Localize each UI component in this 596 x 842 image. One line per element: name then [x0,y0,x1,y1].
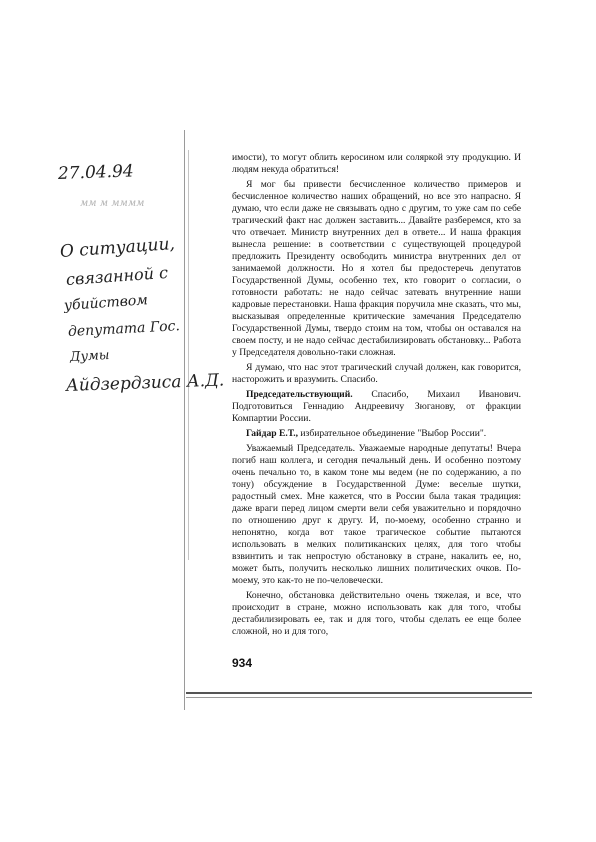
page-edge-line [184,130,185,710]
paragraph: Я думаю, что нас этот трагический случай должен, как говорится, насторожить и вразумить. Спасибо. [232,362,521,385]
handwritten-note-line: депутата Гос. [67,318,181,340]
paragraph [232,428,521,440]
speaker-name: Гайдар Е.Т., [246,428,299,439]
paragraph [232,389,521,425]
handwritten-note-line: Думы [69,347,110,365]
paragraph: имости), то могут облить керосином или соляркой эту продукцию. И людям некуда обратиться! [232,152,521,175]
handwritten-note-line: связанной с [65,262,169,289]
bottom-rule [186,692,532,694]
paragraph: Я мог бы привести бесчисленное количество примеров и бесчисленное количество наших обращений, но все это напрасно. Я думаю, что если даже не связывать одно с другим, то уже сам по себе трагический факт нас должен заставить... Давайте разберемся, кто за что отвечает. Министр внутренних дел в ответе... И наша фракция вынесла решение: в соответствии с существующей процедурой предложить Президенту освободить министра внутренних дел от занимаемой должности. Но я хотел бы предостеречь депутатов Государственной Думы, особенно тех, кто говорит о согласии, о готовности работать: не надо сейчас затевать внутренние наши кадровые перестановки. Наша фракция поручила мне сказать, что мы, высказывая определенные критические замечания Председателю Государственной Думы, твердо стоим на том, чтобы он оставался на своем посту, и не надо сейчас дестабилизировать обстановку... Работа у Председателя довольно-таки сложная. [232,179,521,358]
faint-handwriting: мм м мммм [80,198,145,209]
handwritten-note-line: Айдзердзиса А.Д. [65,370,225,396]
handwritten-note-line: убийством [63,292,149,314]
handwritten-date: 27.04.94 [57,161,135,184]
paragraph: Уважаемый Председатель. Уважаемые народные депутаты! Вчера погиб наш коллега, и сегодня печальный день. И особенно поэтому очень печально то, в каком тоне мы ведем (не по содержанию, а по тону) обсуждение в Государственной Думе: веселые шутки, радостный смех. Мне кажется, что в России была такая традиция: даже враги перед лицом смерти вели себя уважительно и порядочно по отношению друг к другу. И, по-моему, особенно странно и непонятно, когда вот такое трагическое событие пытаются использовать в мелких политиканских целях, для того чтобы взвинтить и так непростую обстановку в стране, накалить ее, но, может быть, получить несколько лишних политических очков. По-моему, это как-то не по-человечески. [232,443,521,586]
handwritten-note-line: О ситуации, [59,233,176,262]
bottom-rule-secondary [186,697,532,698]
transcript-text [232,152,521,641]
paragraph: Конечно, обстановка действительно очень тяжелая, и все, что происходит в стране, можно использовать как для того, чтобы дестабилизировать ее, так и для того, чтобы сделать ее еще более сложной, но и для того, [232,590,521,637]
binding-line [188,150,189,560]
speech-text: избирательное объединение "Выбор России". [298,428,487,439]
speaker-name: Председательствующий. [246,389,353,400]
speech-text: Спасибо, Михаил Иванович. Подготовиться Геннадию Андреевичу Зюганову, от фракции Компартии России. [232,389,521,424]
page-number: 934 [232,656,253,670]
